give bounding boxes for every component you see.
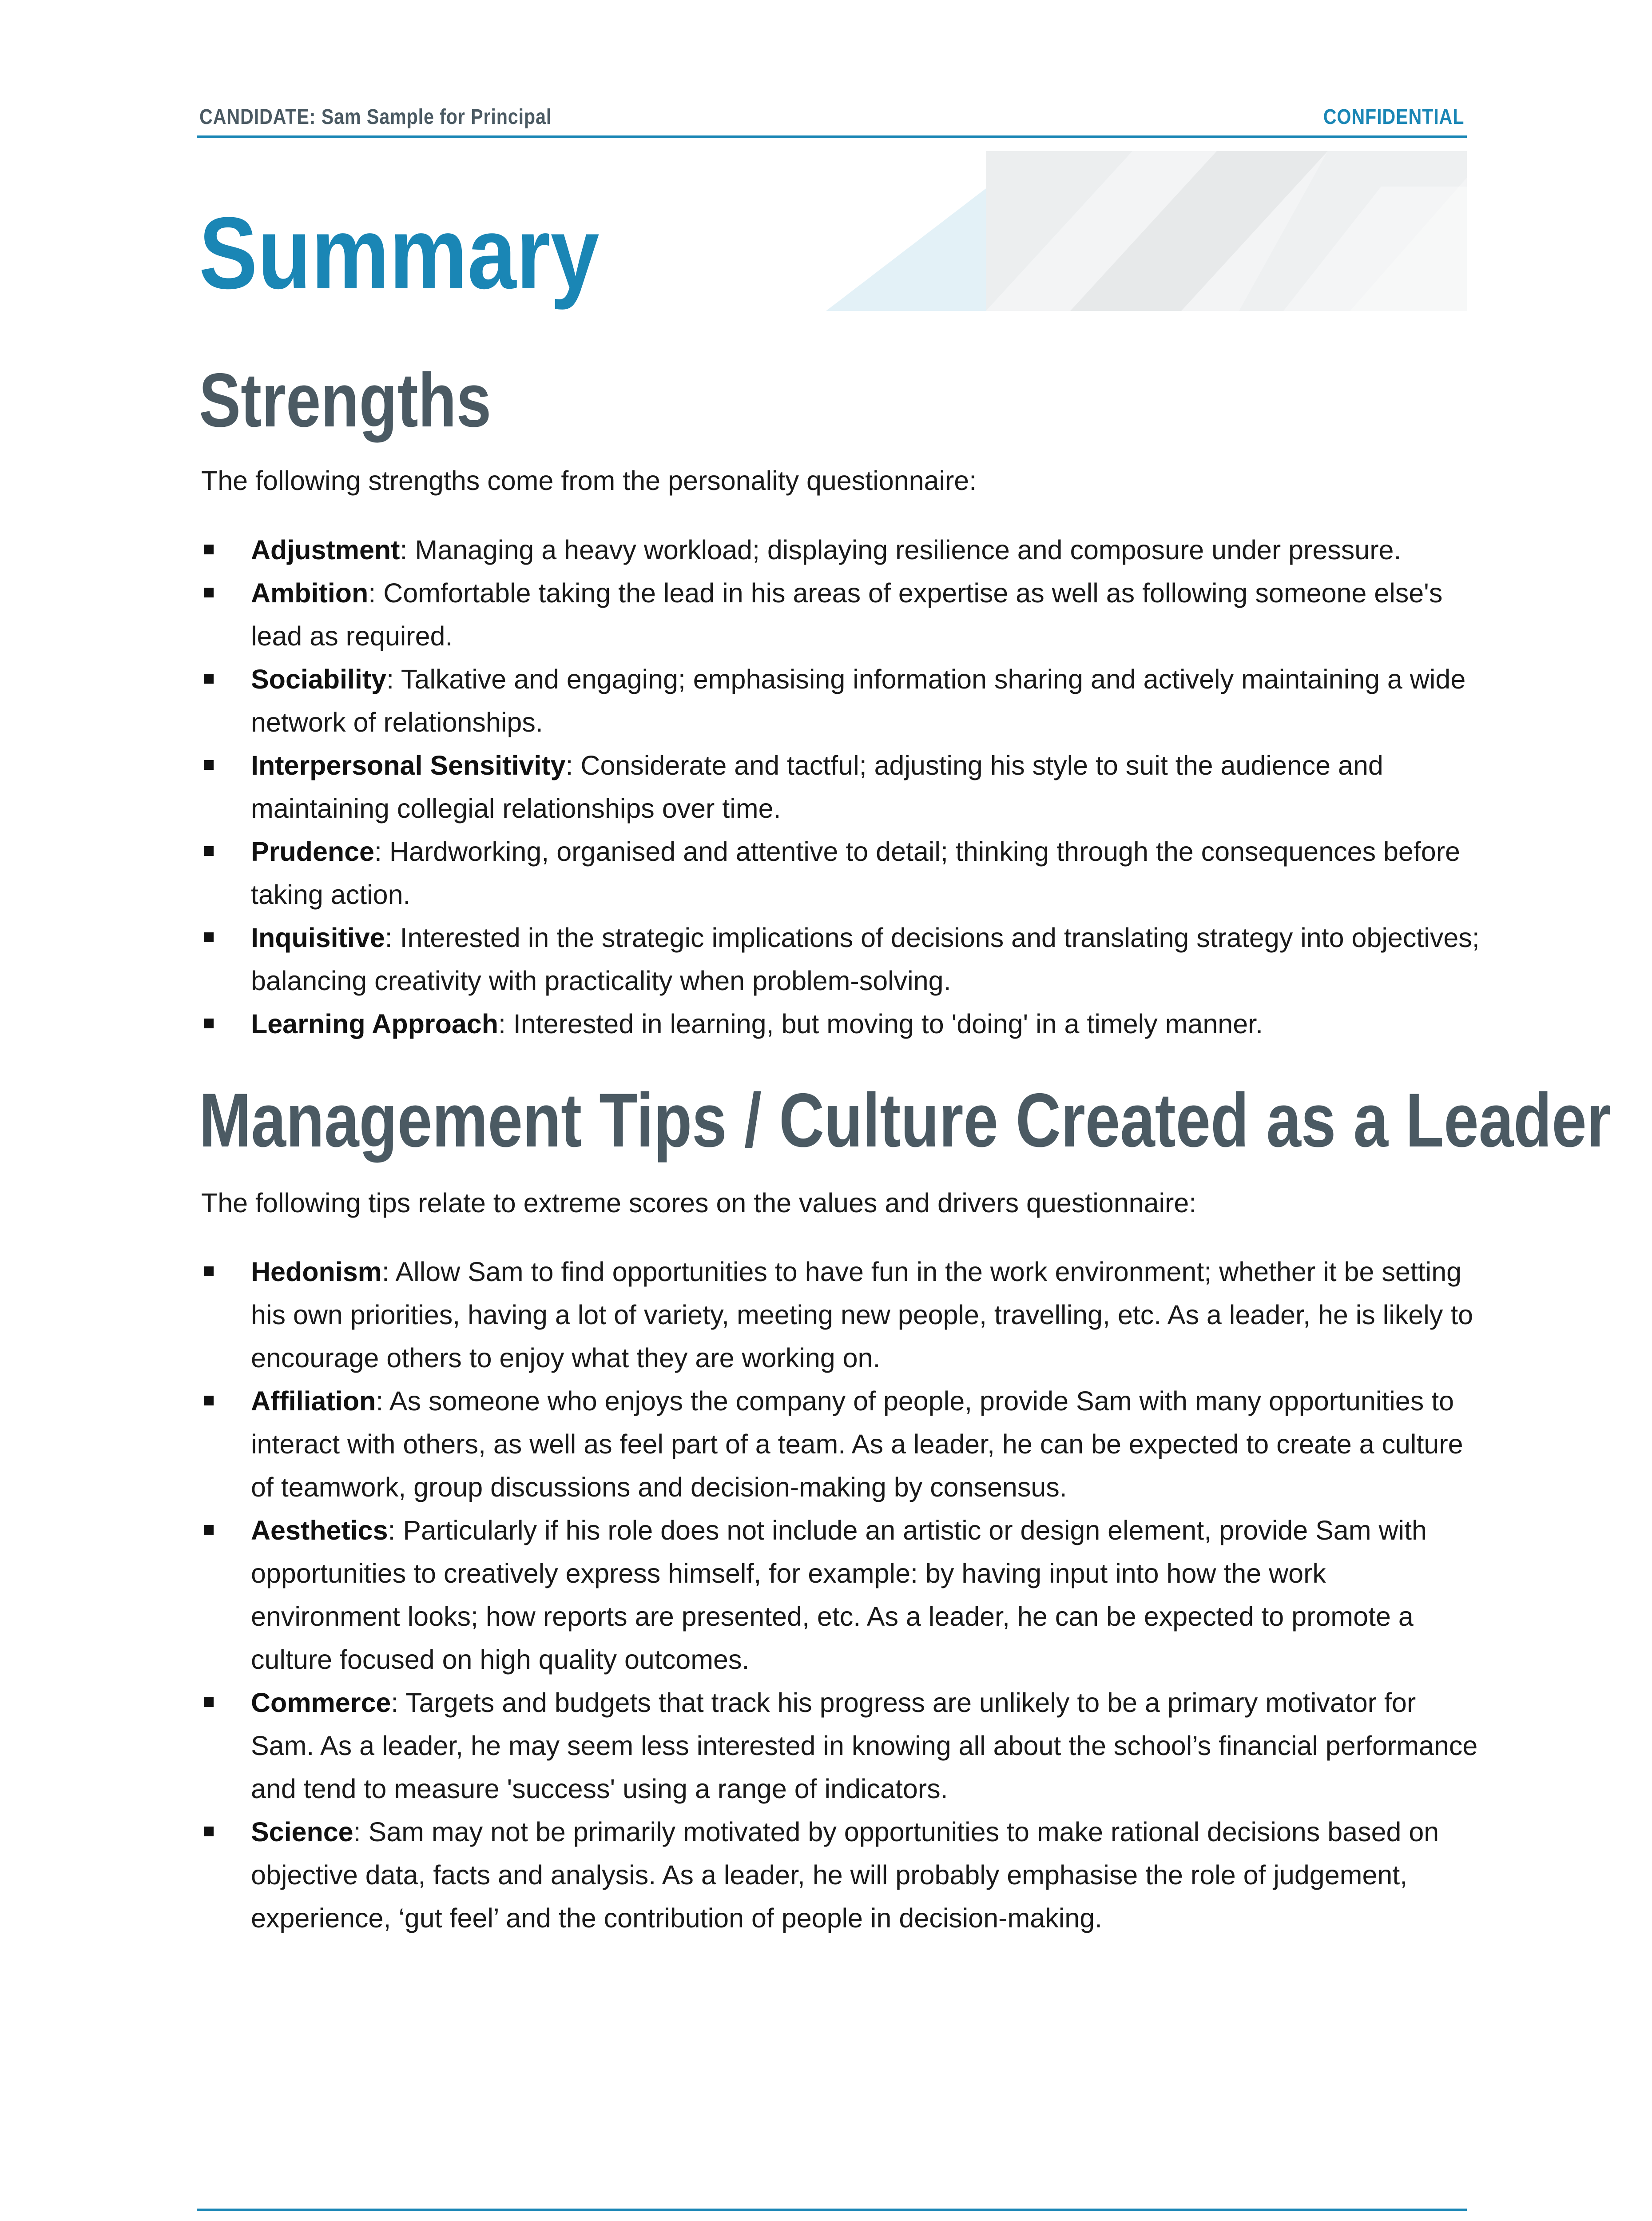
bullet-icon xyxy=(204,674,214,684)
bullet-icon xyxy=(204,545,214,554)
list-item xyxy=(201,1250,1480,1380)
management-list xyxy=(201,1250,1480,1940)
bullet-icon xyxy=(204,932,214,942)
item-text: : Interested in the strategic implications of decisions and translating strategy into objectives; balancing creativity with practicality when problem-solving. xyxy=(251,923,1480,996)
item-text: : Allow Sam to find opportunities to have fun in the work environment; whether it be setting his own priorities, having a lot of variety, meeting new people, travelling, etc. As a leader, he is likely to encourage others to enjoy what they are working on. xyxy=(251,1257,1473,1373)
list-item xyxy=(201,1811,1480,1940)
bullet-icon xyxy=(204,1266,214,1276)
item-text: : Considerate and tactful; adjusting his style to suit the audience and maintaining collegial relationships over time. xyxy=(251,750,1383,824)
management-heading: Management Tips / Culture Created as a Leader xyxy=(199,1078,1611,1163)
item-text: : Interested in learning, but moving to 'doing' in a timely manner. xyxy=(498,1009,1263,1039)
item-term: Learning Approach xyxy=(251,1009,498,1039)
item-term: Ambition xyxy=(251,578,369,608)
list-item xyxy=(201,1681,1480,1811)
item-text: : Particularly if his role does not include an artistic or design element, provide Sam with opportunities to creatively express himself, for example: by having input into how the work environment looks; how reports are presented, etc. As a leader, he can be expected to promote a culture focused on high quality outcomes. xyxy=(251,1515,1427,1675)
list-item xyxy=(201,1003,1480,1046)
item-term: Sociability xyxy=(251,664,387,694)
bullet-icon xyxy=(204,846,214,856)
item-term: Hedonism xyxy=(251,1257,382,1287)
item-text: : Hardworking, organised and attentive to detail; thinking through the consequences before taking action. xyxy=(251,836,1460,910)
bullet-icon xyxy=(204,1525,214,1535)
page-footer xyxy=(197,2209,1467,2221)
list-item xyxy=(201,916,1480,1003)
strengths-heading: Strengths xyxy=(199,358,492,443)
management-intro: The following tips relate to extreme scores on the values and drivers questionnaire: xyxy=(201,1188,1197,1218)
item-term: Affiliation xyxy=(251,1386,376,1416)
item-text: : Comfortable taking the lead in his areas of expertise as well as following someone else's lead as required. xyxy=(251,578,1443,651)
item-text: : As someone who enjoys the company of people, provide Sam with many opportunities to interact with others, as well as feel part of a team. As a leader, he can be expected to create a culture of teamwork, group discussions and decision-making by consensus. xyxy=(251,1386,1463,1502)
header-decoration xyxy=(826,151,1467,311)
bullet-icon xyxy=(204,1827,214,1836)
page-title: Summary xyxy=(199,196,600,310)
item-term: Adjustment xyxy=(251,535,400,565)
list-item xyxy=(201,830,1480,916)
strengths-intro: The following strengths come from the personality questionnaire: xyxy=(201,466,977,496)
item-term: Interpersonal Sensitivity xyxy=(251,750,566,780)
list-item xyxy=(201,529,1480,572)
strengths-list xyxy=(201,529,1480,1046)
item-term: Prudence xyxy=(251,836,374,867)
list-item xyxy=(201,572,1480,658)
item-text: : Talkative and engaging; emphasising information sharing and actively maintaining a wide network of relationships. xyxy=(251,664,1466,737)
list-item xyxy=(201,744,1480,830)
item-term: Commerce xyxy=(251,1688,391,1718)
item-term: Aesthetics xyxy=(251,1515,388,1545)
item-text: : Managing a heavy workload; displaying resilience and composure under pressure. xyxy=(400,535,1402,565)
list-item xyxy=(201,1380,1480,1509)
bullet-icon xyxy=(204,1396,214,1405)
item-term: Science xyxy=(251,1817,353,1847)
list-item xyxy=(201,1509,1480,1681)
bullet-icon xyxy=(204,1697,214,1707)
bullet-icon xyxy=(204,1019,214,1028)
page-header xyxy=(197,100,1467,138)
list-item xyxy=(201,658,1480,744)
confidential-label: CONFIDENTIAL xyxy=(1323,105,1464,129)
item-text: : Targets and budgets that track his progress are unlikely to be a primary motivator for Sam. As a leader, he may seem less interested in knowing all about the school’s financial performance and tend to measure 'success' using a range of indicators. xyxy=(251,1688,1478,1804)
item-text: : Sam may not be primarily motivated by opportunities to make rational decisions based on objective data, facts and analysis. As a leader, he will probably emphasise the role of judgement, experience, ‘gut feel’ and the contribution of people in decision-making. xyxy=(251,1817,1439,1933)
bullet-icon xyxy=(204,760,214,770)
item-term: Inquisitive xyxy=(251,923,385,953)
candidate-label: CANDIDATE: Sam Sample for Principal xyxy=(199,105,552,129)
bullet-icon xyxy=(204,588,214,597)
